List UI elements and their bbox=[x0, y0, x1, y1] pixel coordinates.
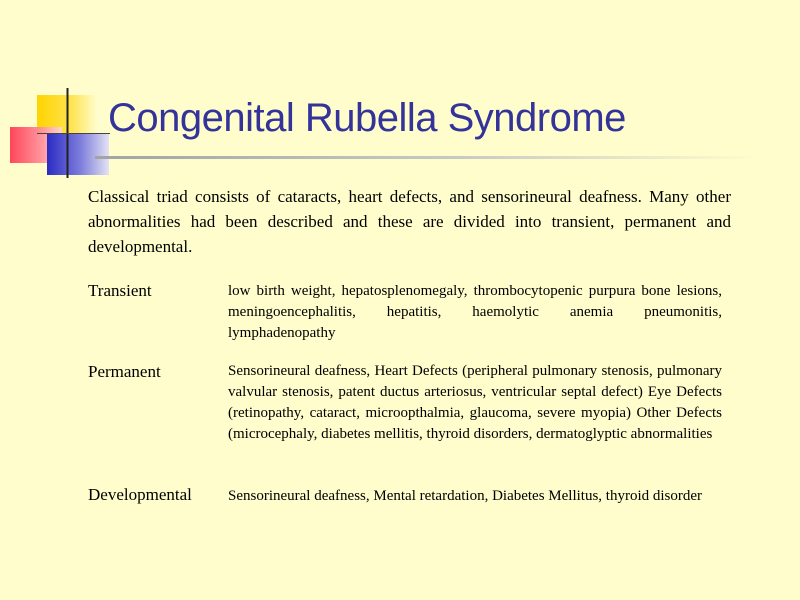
category-description: low birth weight, hepatosplenomegaly, thrombocytopenic purpura bone lesions, meningoencephalitis, hepatitis, haemolytic anemia pneumonitis, lymphadenopathy bbox=[228, 283, 722, 341]
category-description: Sensorineural deafness, Mental retardation, Diabetes Mellitus, thyroid disorder bbox=[228, 488, 703, 504]
page-title: Congenital Rubella Syndrome bbox=[108, 96, 626, 140]
decorative-squares-logo bbox=[0, 0, 140, 190]
category-description: Sensorineural deafness, Heart Defects (peripheral pulmonary stenosis, pulmonary valvular stenosis, patent ductus arteriosus, ventricular septal defect) Eye Defects (retinopathy, cataract, microopthalmia, glaucoma, severe myopia) Other Defects (microcephaly, diabetes mellitis, thyroid disorders, dermatoglyptic abnormalities bbox=[228, 363, 722, 442]
category-label: Developmental bbox=[88, 485, 192, 504]
category-label: Permanent bbox=[88, 362, 161, 381]
blue-square bbox=[47, 133, 109, 175]
intro-paragraph: Classical triad consists of cataracts, heart defects, and sensorineural deafness. Many other abnormalities had been described and these are divided into transient, permanent and developmental. bbox=[88, 187, 731, 256]
category-label: Transient bbox=[88, 281, 152, 300]
title-divider bbox=[95, 156, 760, 159]
